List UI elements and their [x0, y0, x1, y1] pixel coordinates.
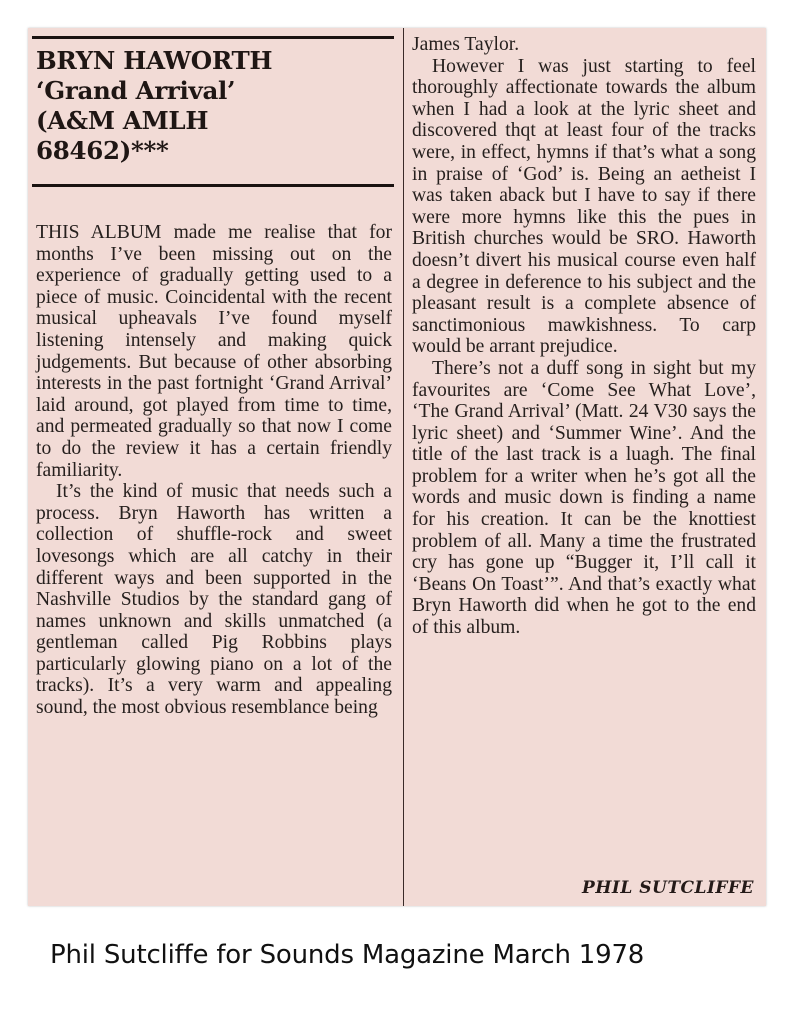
review-headline [36, 46, 391, 166]
paragraph: There’s not a duff song in sight but my favourites are ‘Come See What Love’, ‘The Grand Arrival’ (Matt. 24 V30 says the lyric sheet) and ‘Summer Wine’. And the title of the last track is a luagh. The final problem for a writer when he’s got all the words and music down is finding a name for his creation. It can be the knottiest problem of all. Many a time the frustrated cry has gone up “Bugger it, I’ll call it ‘Beans On Toast’”. And that’s exactly what Bryn Haworth did when he got to the end of this album. [412, 357, 756, 639]
column-divider [403, 28, 404, 906]
paragraph: However I was just starting to feel thoroughly affectionate towards the album when I had a look at the lyric sheet and discovered thqt at least four of the tracks were, in effect, hymns if that’s what a song in praise of ‘God’ is. Being an aetheist I was taken aback but I have to say if there were more hymns like this the pues in British churches would be SRO. Haworth doesn’t divert his musical course even half a degree in deference to his subject and the pleasant result is a complete absence of sanctimonious mawkishness. To carp would be arrant prejudice. [412, 55, 756, 358]
newspaper-clipping [28, 28, 766, 906]
right-body [412, 34, 756, 639]
left-body [36, 222, 392, 719]
paragraph: It’s the kind of music that needs such a process. Bryn Haworth has written a collection of shuffle-rock and sweet lovesongs which are all catchy in their different ways and been supported in the Nashville Studios by the standard gang of names unknown and skills unmatched (a gentleman called Pig Robbins plays particularly glowing piano on a lot of the tracks). It’s a very warm and appealing sound, the most obvious resemblance being [36, 481, 392, 719]
headline-album: ‘Grand Arrival’ [36, 76, 236, 105]
paragraph: James Taylor. [412, 34, 520, 55]
right-column [412, 28, 758, 906]
paragraph: THIS ALBUM made me realise that for months I’ve been missing out on the experience of gradually getting used to a piece of music. Coincidental with the recent musical upheavals I’ve found myself listening intensely and making quick judgements. But because of other absorbing interests in the past fortnight ‘Grand Arrival’ laid around, got played from time to time, and permeated gradually so that now I come to do the review it has a certain friendly familiarity. [36, 222, 392, 481]
headline-artist: BRYN HAWORTH [36, 46, 273, 75]
headline-catalog-rating: 68462)*** [36, 136, 169, 165]
top-rule [32, 36, 394, 39]
byline: PHIL SUTCLIFFE [582, 878, 754, 898]
headline-label: (A&M AMLH [36, 106, 209, 135]
left-column [32, 28, 396, 906]
headline-rule [32, 184, 394, 187]
caption: Phil Sutcliffe for Sounds Magazine March 1978 [50, 940, 645, 970]
